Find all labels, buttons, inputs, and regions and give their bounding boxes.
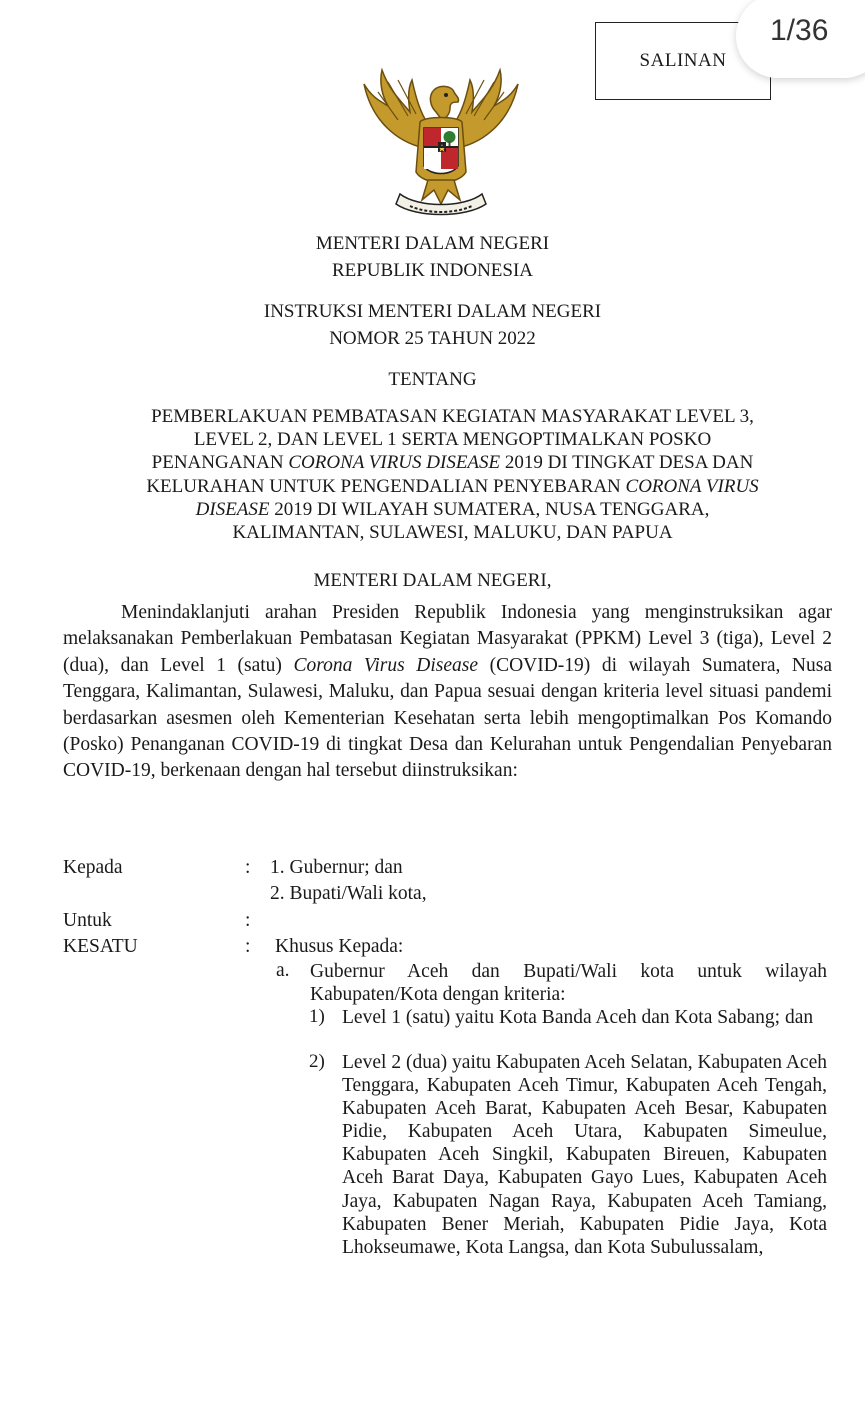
- list-marker-a: a.: [276, 960, 290, 981]
- page-counter: 1/36: [770, 14, 829, 47]
- title-line: LEVEL 2, DAN LEVEL 1 SERTA MENGOPTIMALKAN POSKO: [193, 429, 712, 451]
- kepada-item: 2. Bupati/Wali kota,: [270, 883, 427, 904]
- about-heading: TENTANG: [388, 369, 477, 390]
- kesatu-colon: :: [245, 936, 251, 957]
- list-marker-1: 1): [309, 1006, 325, 1027]
- garuda-emblem-icon: [358, 62, 524, 222]
- kepada-colon: :: [245, 857, 251, 878]
- header-ministry: MENTERI DALAM NEGERI: [315, 233, 550, 254]
- title-line: KELURAHAN UNTUK PENGENDALIAN PENYEBARAN CORONA VIRUS: [146, 475, 759, 497]
- preamble-paragraph: Menindaklanjuti arahan Presiden Republik Indonesia yang menginstruksikan agar melaksanakan Pemberlakuan Pembatasan Kegiatan Masyarakat (PPKM) Level 3 (tiga), Level 2 (dua), dan Level 1 (satu) Corona Virus Disease (COVID-19) di wilayah Sumatera, Nusa Tenggara, Kalimantan, Sulawesi, Maluku, dan Papua sesuai dengan kriteria level situasi pandemi berdasarkan asesmen oleh Kementerian Kesehatan serta lebih mengoptimalkan Pos Komando (Posko) Penanganan COVID-19 di tingkat Desa dan Kelurahan untuk Pengendalian Penyebaran COVID-19, berkenaan dengan hal tersebut diinstruksikan:: [63, 602, 832, 782]
- doc-number: NOMOR 25 TAHUN 2022: [329, 328, 536, 349]
- document-title: [100, 405, 805, 544]
- untuk-label: Untuk: [63, 910, 112, 931]
- title-line: KALIMANTAN, SULAWESI, MALUKU, DAN PAPUA: [232, 522, 673, 544]
- doc-type: INSTRUKSI MENTERI DALAM NEGERI: [263, 301, 602, 322]
- kepada-item: 1. Gubernur; dan: [270, 857, 403, 878]
- title-line: DISEASE 2019 DI WILAYAH SUMATERA, NUSA TENGGARA,: [195, 498, 710, 520]
- title-line: PEMBERLAKUAN PEMBATASAN KEGIATAN MASYARAKAT LEVEL 3,: [151, 406, 754, 427]
- level-2-item: Level 2 (dua) yaitu Kabupaten Aceh Selatan, Kabupaten Aceh Tenggara, Kabupaten Aceh Timur, Kabupaten Aceh Tengah, Kabupaten Aceh Barat, Kabupaten Aceh Besar, Kabupaten Pidie, Kabupaten Aceh Utara, Kabupaten Simeulue, Kabupaten Aceh Singkil, Kabupaten Bireuen, Kabupaten Aceh Barat Daya, Kabupaten Gayo Lues, Kabupaten Aceh Jaya, Kabupaten Nagan Raya, Kabupaten Aceh Tamiang, Kabupaten Bener Meriah, Kabupaten Pidie Jaya, Kota Lhokseumawe, Kota Langsa, dan Kota Subulussalam,: [342, 1052, 827, 1258]
- header-country: REPUBLIK INDONESIA: [331, 260, 534, 281]
- kepada-label: Kepada: [63, 857, 123, 878]
- kesatu-label: KESATU: [63, 936, 138, 957]
- kesatu-intro: Khusus Kepada:: [275, 936, 404, 957]
- title-line: PENANGANAN CORONA VIRUS DISEASE 2019 DI TINGKAT DESA DAN: [151, 452, 754, 474]
- salinan-label: SALINAN: [639, 50, 727, 71]
- kesatu-item-a: Gubernur Aceh dan Bupati/Wali kota untuk wilayah Kabupaten/Kota dengan kriteria:: [310, 961, 827, 1006]
- list-marker-2: 2): [309, 1051, 325, 1072]
- level-1-item: Level 1 (satu) yaitu Kota Banda Aceh dan Kota Sabang; dan: [342, 1007, 814, 1028]
- untuk-colon: :: [245, 910, 251, 931]
- issuer: MENTERI DALAM NEGERI,: [313, 570, 552, 591]
